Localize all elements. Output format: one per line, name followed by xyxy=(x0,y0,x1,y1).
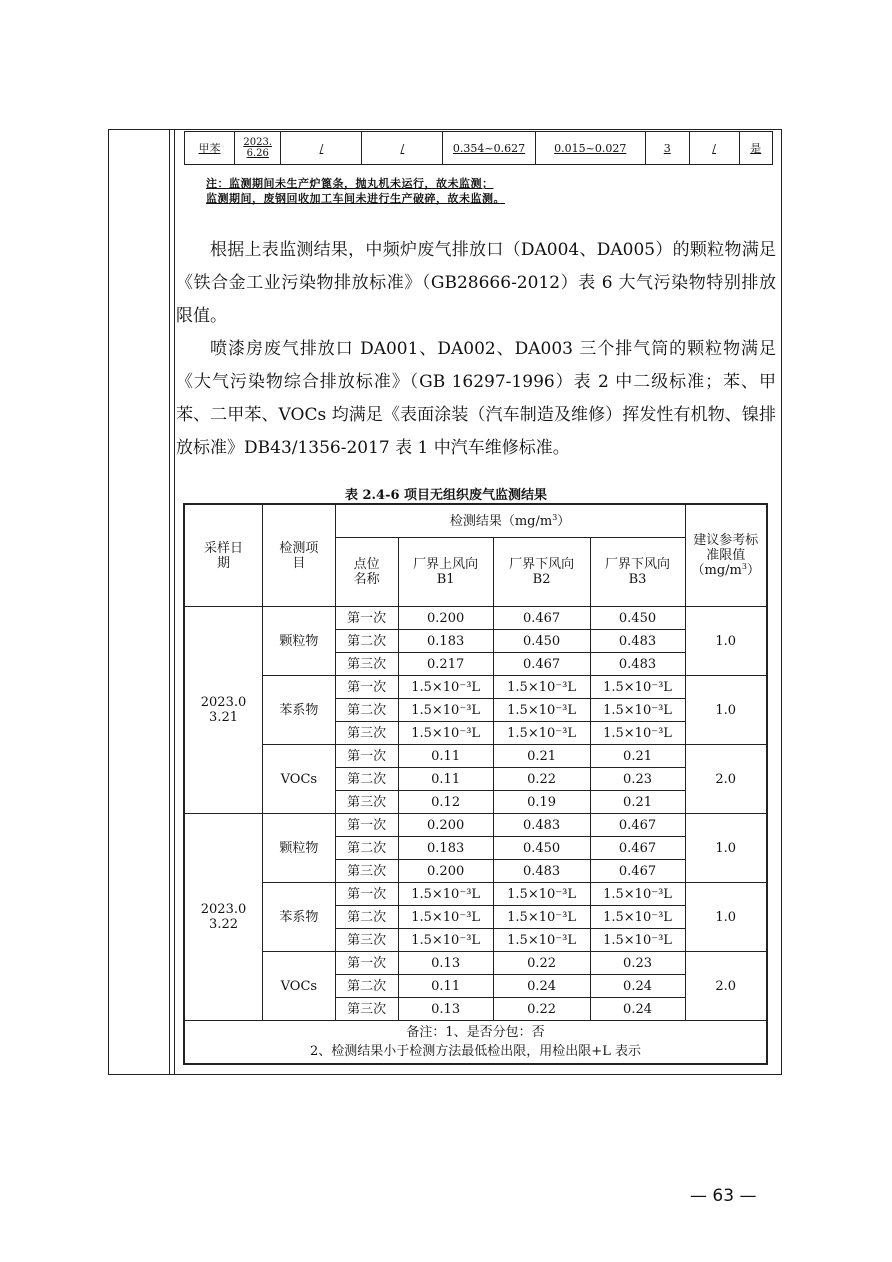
header-b2: 厂界下风向B2 xyxy=(493,538,590,607)
superscript: 3 xyxy=(552,512,558,522)
b1-value-cell: 0.183 xyxy=(398,630,493,653)
header-sampling-date: 采样日期 xyxy=(184,504,263,607)
superscript: 3 xyxy=(741,562,747,571)
header-limit-text: ） xyxy=(746,563,760,578)
b3-value-cell: 0.450 xyxy=(590,607,685,630)
limit-cell: 1.0 xyxy=(685,814,767,883)
table-note-row xyxy=(184,1021,767,1065)
table-note-line: 2、检测结果小于检测方法最低检出限，用检出限+L 表示 xyxy=(310,1044,641,1059)
b3-value-cell: 1.5×10⁻³L xyxy=(590,722,685,745)
date-line: 2023. xyxy=(243,137,273,148)
b3-value-cell: 1.5×10⁻³L xyxy=(590,676,685,699)
sampling-round-cell: 第二次 xyxy=(335,837,398,860)
limit-cell: 1.0 xyxy=(685,883,767,952)
frame-divider xyxy=(169,129,170,1075)
b3-value-cell: 0.483 xyxy=(590,630,685,653)
header-result-text: ） xyxy=(557,513,571,529)
table-row xyxy=(184,952,767,975)
sampling-round-cell: 第一次 xyxy=(335,952,398,975)
date-cell xyxy=(234,132,281,165)
value-cell: / xyxy=(362,132,443,165)
table-caption: 表 2.4-6 项目无组织废气监测结果 xyxy=(344,488,548,503)
table-note-line: 备注：1、是否分包：否 xyxy=(406,1025,545,1040)
sampling-round-cell: 第三次 xyxy=(335,791,398,814)
b2-value-cell: 0.467 xyxy=(493,607,590,630)
sampling-round-cell: 第二次 xyxy=(335,768,398,791)
b2-value-cell: 1.5×10⁻³L xyxy=(493,883,590,906)
monitoring-table xyxy=(183,503,768,1065)
top-table xyxy=(184,131,773,165)
b3-value-cell: 0.23 xyxy=(590,952,685,975)
b3-value-cell: 0.23 xyxy=(590,768,685,791)
b1-value-cell: 0.183 xyxy=(398,837,493,860)
b1-value-cell: 0.217 xyxy=(398,653,493,676)
sampling-round-cell: 第一次 xyxy=(335,607,398,630)
b2-value-cell: 0.24 xyxy=(493,975,590,998)
b2-value-cell: 1.5×10⁻³L xyxy=(493,676,590,699)
b1-value-cell: 1.5×10⁻³L xyxy=(398,722,493,745)
range-cell: 0.354~0.627 xyxy=(443,132,535,165)
item-name-cell: VOCs xyxy=(263,952,336,1021)
date-line: 6.26 xyxy=(246,148,269,159)
sampling-date-cell: 2023.03.21 xyxy=(184,607,263,814)
sampling-round-cell: 第一次 xyxy=(335,745,398,768)
limit-cell: 1.0 xyxy=(685,607,767,676)
note-line: 监测期间，废钢回收加工车间未进行生产破碎，故未监测。 xyxy=(206,192,505,205)
item-cell: 甲苯 xyxy=(185,132,235,165)
value-cell: / xyxy=(689,132,739,165)
b1-value-cell: 1.5×10⁻³L xyxy=(398,676,493,699)
header-point-name: 点位名称 xyxy=(335,538,398,607)
b3-value-cell: 0.24 xyxy=(590,998,685,1021)
b2-value-cell: 1.5×10⁻³L xyxy=(493,929,590,952)
header-result-text: 检测结果（mg/m xyxy=(449,513,553,529)
b1-value-cell: 0.200 xyxy=(398,860,493,883)
b3-value-cell: 0.483 xyxy=(590,653,685,676)
sampling-round-cell: 第三次 xyxy=(335,929,398,952)
table-header-row xyxy=(184,504,767,538)
b1-value-cell: 1.5×10⁻³L xyxy=(398,699,493,722)
table-row xyxy=(184,814,767,837)
table-row xyxy=(184,745,767,768)
header-item: 检测项目 xyxy=(263,504,336,607)
item-name-cell: 苯系物 xyxy=(263,676,336,745)
frame-divider-inner xyxy=(174,129,175,1075)
b3-value-cell: 1.5×10⁻³L xyxy=(590,699,685,722)
value-cell: 3 xyxy=(645,132,689,165)
b3-value-cell: 0.467 xyxy=(590,860,685,883)
b2-value-cell: 0.21 xyxy=(493,745,590,768)
b3-value-cell: 1.5×10⁻³L xyxy=(590,929,685,952)
b1-value-cell: 1.5×10⁻³L xyxy=(398,929,493,952)
b2-value-cell: 1.5×10⁻³L xyxy=(493,722,590,745)
range-cell: 0.015~0.027 xyxy=(535,132,645,165)
paragraph: 喷漆房废气排放口 DA001、DA002、DA003 三个排气筒的颗粒物满足《大气污染物综合排放标准》（GB 16297-1996）表 2 中二级标准；苯、甲苯、二甲苯、VOCs 均满足《表面涂装（汽车制造及维修）挥发性有机物、镍排放标准》DB43/1356-2017 表 1 中汽车维修标准。 xyxy=(176,339,776,458)
b2-value-cell: 0.22 xyxy=(493,998,590,1021)
b2-value-cell: 0.467 xyxy=(493,653,590,676)
b2-value-cell: 0.450 xyxy=(493,630,590,653)
table-note xyxy=(184,1021,767,1065)
sampling-round-cell: 第三次 xyxy=(335,998,398,1021)
b2-value-cell: 1.5×10⁻³L xyxy=(493,906,590,929)
paragraph: 根据上表监测结果，中频炉废气排放口（DA004、DA005）的颗粒物满足《铁合金工业污染物排放标准》（GB28666-2012）表 6 大气污染物特别排放限值。 xyxy=(176,240,776,326)
item-name-cell: 苯系物 xyxy=(263,883,336,952)
header-limit-text: 建议参考标准限值（mg/m xyxy=(691,533,759,578)
b2-value-cell: 0.483 xyxy=(493,814,590,837)
b2-value-cell: 0.22 xyxy=(493,952,590,975)
limit-cell: 2.0 xyxy=(685,745,767,814)
sampling-round-cell: 第二次 xyxy=(335,630,398,653)
b3-value-cell: 1.5×10⁻³L xyxy=(590,883,685,906)
value-cell: / xyxy=(281,132,362,165)
table-row xyxy=(184,676,767,699)
limit-cell: 2.0 xyxy=(685,952,767,1021)
header-limit xyxy=(685,504,767,607)
sampling-round-cell: 第三次 xyxy=(335,653,398,676)
b3-value-cell: 0.21 xyxy=(590,791,685,814)
result-cell: 是 xyxy=(739,132,772,165)
sampling-date-cell: 2023.03.22 xyxy=(184,814,263,1021)
header-b1: 厂界上风向B1 xyxy=(398,538,493,607)
table-row xyxy=(185,132,773,165)
b1-value-cell: 0.200 xyxy=(398,607,493,630)
b1-value-cell: 0.200 xyxy=(398,814,493,837)
limit-cell: 1.0 xyxy=(685,676,767,745)
header-b3: 厂界下风向B3 xyxy=(590,538,685,607)
sampling-round-cell: 第二次 xyxy=(335,975,398,998)
header-result-group xyxy=(335,504,685,538)
note-line: 注：监测期间未生产炉篦条，抛丸机未运行，故未监测； xyxy=(206,177,494,190)
sampling-round-cell: 第三次 xyxy=(335,860,398,883)
sampling-round-cell: 第三次 xyxy=(335,722,398,745)
sampling-round-cell: 第二次 xyxy=(335,699,398,722)
b3-value-cell: 0.24 xyxy=(590,975,685,998)
b1-value-cell: 0.11 xyxy=(398,745,493,768)
b3-value-cell: 0.467 xyxy=(590,814,685,837)
b1-value-cell: 0.11 xyxy=(398,975,493,998)
b3-value-cell: 0.467 xyxy=(590,837,685,860)
b2-value-cell: 0.19 xyxy=(493,791,590,814)
sampling-round-cell: 第一次 xyxy=(335,676,398,699)
b1-value-cell: 0.11 xyxy=(398,768,493,791)
item-name-cell: VOCs xyxy=(263,745,336,814)
item-name-cell: 颗粒物 xyxy=(263,607,336,676)
b2-value-cell: 0.22 xyxy=(493,768,590,791)
b1-value-cell: 0.13 xyxy=(398,952,493,975)
b2-value-cell: 0.483 xyxy=(493,860,590,883)
sampling-round-cell: 第二次 xyxy=(335,906,398,929)
b1-value-cell: 0.13 xyxy=(398,998,493,1021)
table-row xyxy=(184,607,767,630)
b3-value-cell: 0.21 xyxy=(590,745,685,768)
b3-value-cell: 1.5×10⁻³L xyxy=(590,906,685,929)
page-number: — 63 — xyxy=(690,1186,757,1206)
sampling-round-cell: 第一次 xyxy=(335,814,398,837)
b1-value-cell: 1.5×10⁻³L xyxy=(398,906,493,929)
b2-value-cell: 0.450 xyxy=(493,837,590,860)
sampling-round-cell: 第一次 xyxy=(335,883,398,906)
b1-value-cell: 0.12 xyxy=(398,791,493,814)
item-name-cell: 颗粒物 xyxy=(263,814,336,883)
b2-value-cell: 1.5×10⁻³L xyxy=(493,699,590,722)
b1-value-cell: 1.5×10⁻³L xyxy=(398,883,493,906)
table-row xyxy=(184,883,767,906)
